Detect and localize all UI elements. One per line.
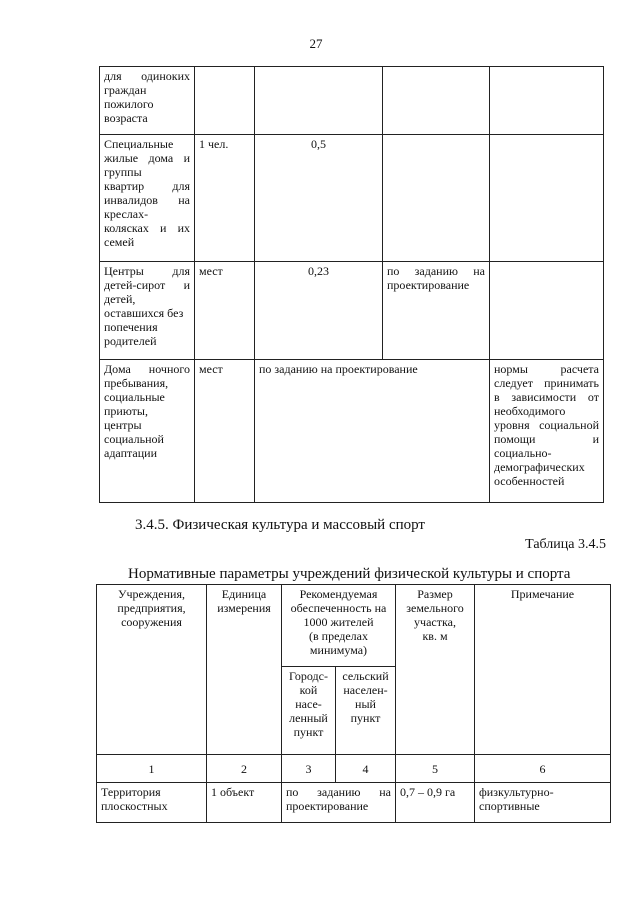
- text-line: детей-сирот и: [104, 278, 190, 292]
- column-number: 1: [97, 755, 207, 783]
- text-line: квартир для: [104, 179, 190, 193]
- text-line: ленный: [289, 711, 328, 725]
- text-line: оставшихся без: [104, 306, 184, 320]
- social-institutions-table: [99, 66, 604, 503]
- text-line: уровня социальной: [494, 418, 599, 432]
- merged-cell: по заданию на проектирование: [255, 360, 490, 503]
- area-cell: [383, 262, 490, 360]
- text-line: колясках и их: [104, 221, 190, 235]
- text-line: инвалидов на: [104, 193, 190, 207]
- text-line: ный: [355, 697, 376, 711]
- area-cell: [383, 135, 490, 262]
- text-line: сельский: [342, 669, 389, 683]
- text-line: Рекомендуемая: [299, 587, 378, 601]
- text-line: кв. м: [422, 629, 448, 643]
- text-line: креслах-: [104, 207, 149, 221]
- name-cell: [100, 67, 195, 135]
- text-line: Размер: [417, 587, 453, 601]
- table-label: Таблица 3.4.5: [525, 537, 606, 552]
- note-cell: [490, 262, 604, 360]
- text-line: Учреждения,: [118, 587, 185, 601]
- text-line: измерения: [217, 601, 271, 615]
- text-line: жилые дома и: [104, 151, 190, 165]
- table-row: [100, 360, 604, 503]
- text-line: Городс-: [289, 669, 328, 683]
- text-line: нормы расчета: [494, 362, 599, 376]
- text-line: помощи и: [494, 432, 599, 446]
- text-line: группы: [104, 165, 142, 179]
- text-line: проектирование: [387, 278, 470, 292]
- text-line: Единица: [221, 587, 267, 601]
- text-line: в зависимости от: [494, 390, 599, 404]
- text-line: обеспеченность на: [290, 601, 387, 615]
- table-title: Нормативные параметры учреждений физической культуры и спорта: [128, 566, 571, 582]
- text-line: возраста: [104, 111, 148, 125]
- text-line: предприятия,: [117, 601, 186, 615]
- text-line: населен-: [343, 683, 388, 697]
- text-line: попечения: [104, 320, 158, 334]
- text-line: Территория: [101, 785, 161, 799]
- text-line: социальные: [104, 390, 165, 404]
- text-line: приюты,: [104, 404, 148, 418]
- unit-cell: мест: [195, 262, 255, 360]
- header-recommended: [282, 585, 396, 667]
- column-number: 4: [336, 755, 396, 783]
- header-rural: [336, 667, 396, 755]
- unit-cell: 1 чел.: [195, 135, 255, 262]
- section-heading: 3.4.5. Физическая культура и массовый спорт: [135, 517, 425, 533]
- text-line: пункт: [293, 725, 324, 739]
- table-row: [100, 135, 604, 262]
- column-number: 6: [475, 755, 611, 783]
- text-line: социально-: [494, 446, 552, 460]
- text-line: родителей: [104, 334, 157, 348]
- text-line: пребывания,: [104, 376, 169, 390]
- text-line: проектирование: [286, 799, 369, 813]
- text-line: семей: [104, 235, 135, 249]
- text-line: особенностей: [494, 474, 565, 488]
- text-line: минимума): [309, 643, 368, 657]
- norm-cell: 0,23: [255, 262, 383, 360]
- text-line: детей,: [104, 292, 136, 306]
- header-note: [475, 585, 611, 755]
- column-number: 3: [282, 755, 336, 783]
- text-line: земельного: [406, 601, 464, 615]
- column-number: 5: [396, 755, 475, 783]
- header-institutions: [97, 585, 207, 755]
- text-line: 1000 жителей: [303, 615, 374, 629]
- text-line: кой: [299, 683, 318, 697]
- table-row: [97, 783, 611, 823]
- note-cell: [490, 135, 604, 262]
- text-line: плоскостных: [101, 799, 168, 813]
- text-line: Дома ночного: [104, 362, 190, 376]
- text-line: по заданию на: [286, 785, 391, 799]
- header-unit: [207, 585, 282, 755]
- norm-cell: [255, 67, 383, 135]
- text-line: следует принимать: [494, 376, 599, 390]
- name-cell: [100, 262, 195, 360]
- area-cell: [383, 67, 490, 135]
- note-cell: [475, 783, 611, 823]
- text-line: физкультурно-: [479, 785, 554, 799]
- table-row: [100, 262, 604, 360]
- text-line: участка,: [414, 615, 456, 629]
- header-urban: [282, 667, 336, 755]
- header-row: [97, 585, 611, 667]
- page-number: 27: [309, 36, 323, 51]
- text-line: пункт: [350, 711, 381, 725]
- text-line: спортивные: [479, 799, 540, 813]
- text-line: социальной: [104, 432, 164, 446]
- text-line: необходимого: [494, 404, 566, 418]
- header-plot-size: [396, 585, 475, 755]
- text-line: по заданию на: [387, 264, 485, 278]
- plot-cell: 0,7 – 0,9 га: [396, 783, 475, 823]
- text-line: пожилого: [104, 97, 154, 111]
- sports-facilities-table: [96, 584, 611, 823]
- unit-cell: 1 объект: [207, 783, 282, 823]
- table-row: [100, 67, 604, 135]
- column-number: 2: [207, 755, 282, 783]
- text-line: граждан: [104, 83, 147, 97]
- text-line: центры: [104, 418, 142, 432]
- text-line: сооружения: [121, 615, 182, 629]
- text-line: адаптации: [104, 446, 158, 460]
- unit-cell: [195, 67, 255, 135]
- unit-cell: мест: [195, 360, 255, 503]
- name-cell: [100, 135, 195, 262]
- text-line: демографических: [494, 460, 585, 474]
- text-line: Примечание: [510, 587, 575, 601]
- name-cell: [100, 360, 195, 503]
- norm-cell: 0,5: [255, 135, 383, 262]
- text-line: Центры для: [104, 264, 190, 278]
- name-cell: [97, 783, 207, 823]
- text-line: (в пределах: [309, 629, 368, 643]
- number-row: [97, 755, 611, 783]
- text-line: для одиноких: [104, 69, 190, 83]
- note-cell: [490, 67, 604, 135]
- text-line: насе-: [295, 697, 322, 711]
- note-cell: [490, 360, 604, 503]
- text-line: Специальные: [104, 137, 174, 151]
- merged-cell: [282, 783, 396, 823]
